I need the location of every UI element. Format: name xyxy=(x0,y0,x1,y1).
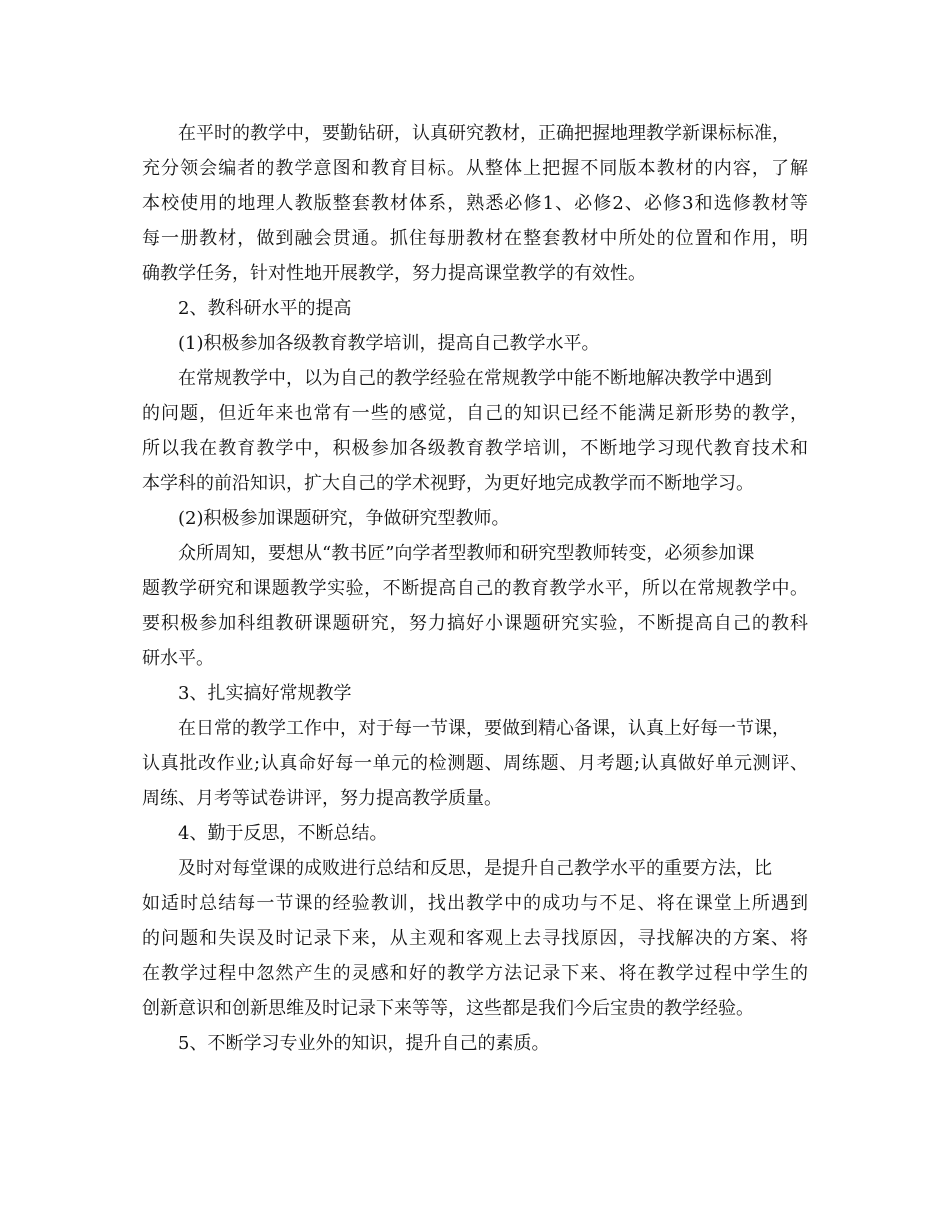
paragraph-line: 的问题和失误及时记录下来，从主观和客观上去寻找原因，寻找解决的方案、将 xyxy=(142,928,808,949)
subsection-heading: (2)积极参加课题研究，争做研究型教师。 xyxy=(178,508,510,529)
paragraph-line: 本校使用的地理人教版整套教材体系，熟悉必修1、必修2、必修3和选修教材等 xyxy=(142,193,808,214)
paragraph-line: 在常规教学中，以为自己的教学经验在常规教学中能不断地解决教学中遇到 xyxy=(178,368,772,389)
paragraph-line: 创新意识和创新思维及时记录下来等等，这些都是我们今后宝贵的教学经验。 xyxy=(142,998,754,1019)
paragraph-line: 如适时总结每一节课的经验教训，找出教学中的成功与不足、将在课堂上所遇到 xyxy=(142,893,808,914)
paragraph-line: 确教学任务，针对性地开展教学，努力提高课堂教学的有效性。 xyxy=(142,263,646,284)
paragraph-line: 的问题，但近年来也常有一些的感觉，自己的知识已经不能满足新形势的教学， xyxy=(142,403,808,424)
paragraph-line: 在日常的教学工作中，对于每一节课，要做到精心备课，认真上好每一节课， xyxy=(178,718,790,739)
section-heading: 3、扎实搞好常规教学 xyxy=(178,683,352,704)
paragraph-line: 要积极参加科组教研课题研究，努力搞好小课题研究实验，不断提高自己的教科 xyxy=(142,613,808,634)
paragraph-line: 众所周知，要想从“教书匠”向学者型教师和研究型教师转变，必须参加课 xyxy=(178,543,755,564)
paragraph-line: 周练、月考等试卷讲评，努力提高教学质量。 xyxy=(142,788,502,809)
subsection-heading: (1)积极参加各级教育教学培训，提高自己教学水平。 xyxy=(178,333,600,354)
paragraph-line: 题教学研究和课题教学实验，不断提高自己的教育教学水平，所以在常规教学中。 xyxy=(142,578,808,599)
paragraph-line: 每一册教材，做到融会贯通。抓住每册教材在整套教材中所处的位置和作用，明 xyxy=(142,228,808,249)
paragraph-line: 认真批改作业;认真命好每一单元的检测题、周练题、月考题;认真做好单元测评、 xyxy=(142,753,808,774)
section-heading: 4、勤于反思，不断总结。 xyxy=(178,823,388,844)
paragraph-line: 研水平。 xyxy=(142,648,214,669)
paragraph-line: 及时对每堂课的成败进行总结和反思，是提升自己教学水平的重要方法，比 xyxy=(178,858,772,879)
paragraph-line: 所以我在教育教学中，积极参加各级教育教学培训，不断地学习现代教育技术和 xyxy=(142,438,808,459)
section-heading: 2、教科研水平的提高 xyxy=(178,298,352,319)
paragraph-line: 在教学过程中忽然产生的灵感和好的教学方法记录下来、将在教学过程中学生的 xyxy=(142,963,808,984)
section-heading: 5、不断学习专业外的知识，提升自己的素质。 xyxy=(178,1033,550,1054)
paragraph-line: 充分领会编者的教学意图和教育目标。从整体上把握不同版本教材的内容，了解 xyxy=(142,158,808,179)
paragraph-line: 在平时的教学中，要勤钻研，认真研究教材，正确把握地理教学新课标标准， xyxy=(178,123,790,144)
document-body xyxy=(142,116,808,1061)
paragraph-line: 本学科的前沿知识，扩大自己的学术视野，为更好地完成教学而不断地学习。 xyxy=(142,473,754,494)
